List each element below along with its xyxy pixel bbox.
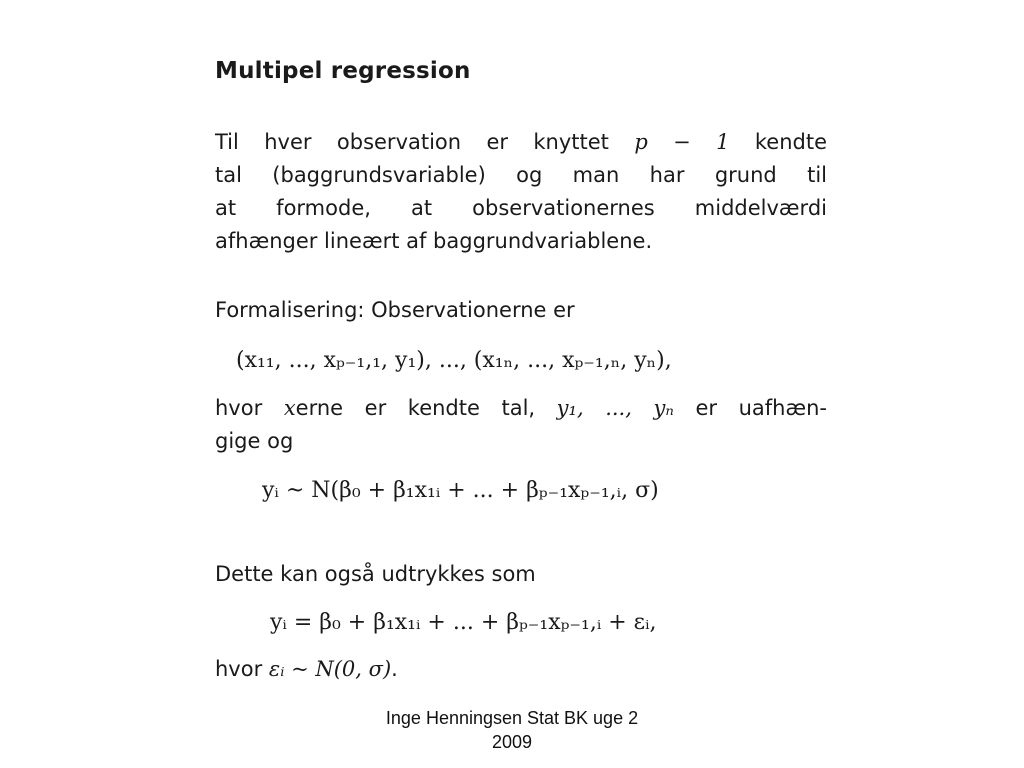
where-part-1: hvor bbox=[215, 396, 263, 420]
footer-line-1: Inge Henningsen Stat BK uge 2 bbox=[385, 708, 639, 728]
intro-line-2: tal (baggrundsvariable) og man har grund til bbox=[215, 163, 827, 187]
intro-line-1-math: p − 1 bbox=[634, 130, 730, 154]
where-line-1 bbox=[215, 392, 827, 425]
where-part-3: er uafhæn- bbox=[695, 396, 827, 420]
formal-label bbox=[215, 294, 827, 327]
alt-label bbox=[215, 558, 827, 591]
observations-equation: (x₁₁, ..., xₚ₋₁,₁, y₁), ..., (x₁ₙ, ..., xₚ₋₁,ₙ, yₙ), bbox=[236, 348, 672, 373]
linear-equation: yᵢ = β₀ + β₁x₁ᵢ + ... + βₚ₋₁xₚ₋₁,ᵢ + εᵢ, bbox=[270, 610, 657, 635]
intro-line-1-text: Til hver observation er knyttet bbox=[215, 130, 609, 154]
footer-line-2: 2009 bbox=[491, 732, 533, 752]
where-line-2: gige og bbox=[215, 429, 294, 453]
footer bbox=[300, 706, 724, 754]
where-var-x: x bbox=[283, 396, 296, 420]
alt-label-text: Dette kan også udtrykkes som bbox=[215, 562, 536, 586]
intro-line-3: at formode, at observationernes middelværdi bbox=[215, 196, 827, 220]
where-part-2: erne er kendte tal, bbox=[295, 396, 536, 420]
distribution-equation: yᵢ ~ N(β₀ + β₁x₁ᵢ + ... + βₚ₋₁xₚ₋₁,ᵢ, σ) bbox=[262, 478, 659, 503]
intro-line-1-end: kendte bbox=[754, 130, 827, 154]
intro-line-1 bbox=[215, 126, 827, 159]
where-paragraph bbox=[215, 392, 827, 458]
error-line bbox=[215, 653, 827, 686]
slide-title: Multipel regression bbox=[215, 58, 471, 84]
intro-paragraph bbox=[215, 126, 827, 258]
intro-line-4: afhænger lineært af baggrundvariablene. bbox=[215, 229, 653, 253]
formal-label-text: Formalisering: Observationerne er bbox=[215, 298, 575, 322]
error-math: εᵢ ~ N(0, σ) bbox=[268, 657, 392, 681]
error-prefix: hvor bbox=[215, 657, 263, 681]
error-suffix: . bbox=[391, 657, 398, 681]
error-paragraph bbox=[215, 653, 827, 686]
where-var-y: y₁, ..., yₙ bbox=[556, 396, 674, 420]
